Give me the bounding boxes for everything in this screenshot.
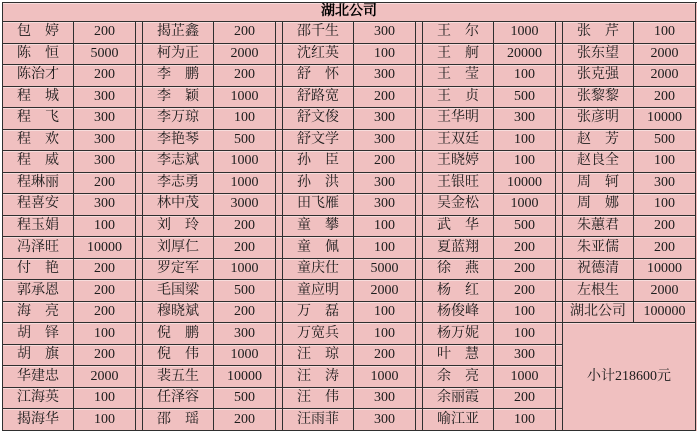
amount-cell: 200 [74, 259, 136, 281]
name-cell: 刘 玲 [143, 216, 214, 238]
spacer-cell [276, 345, 283, 367]
amount-cell: 2000 [634, 280, 696, 302]
amount-cell: 200 [74, 302, 136, 324]
spacer-cell [416, 173, 423, 195]
name-cell: 刘厚仁 [143, 237, 214, 259]
amount-cell: 300 [74, 130, 136, 152]
name-cell: 沈红英 [283, 44, 354, 66]
amount-cell: 100 [74, 388, 136, 410]
name-cell: 张 芹 [563, 22, 634, 44]
amount-cell: 200 [494, 259, 556, 281]
amount-cell: 2000 [634, 44, 696, 66]
name-cell: 李艳琴 [143, 130, 214, 152]
amount-cell: 2000 [634, 65, 696, 87]
spacer-cell [276, 216, 283, 238]
spacer-cell [136, 87, 143, 109]
name-cell: 王 贞 [423, 87, 494, 109]
amount-cell: 300 [74, 108, 136, 130]
name-cell: 周 轲 [563, 173, 634, 195]
amount-cell: 1000 [214, 151, 276, 173]
amount-cell: 300 [354, 388, 416, 410]
name-cell: 杨 红 [423, 280, 494, 302]
amount-cell: 200 [494, 388, 556, 410]
amount-cell: 3000 [214, 194, 276, 216]
amount-cell: 200 [634, 216, 696, 238]
name-cell: 叶 慧 [423, 345, 494, 367]
name-cell: 舒文俊 [283, 108, 354, 130]
spacer-cell [136, 237, 143, 259]
name-cell: 赵良全 [563, 151, 634, 173]
company-payment-table [2, 2, 697, 431]
spacer-cell [416, 259, 423, 281]
name-cell: 汪 琼 [283, 345, 354, 367]
name-cell: 李志勇 [143, 173, 214, 195]
amount-cell: 1000 [214, 87, 276, 109]
amount-cell: 300 [354, 22, 416, 44]
name-cell: 夏蓝翔 [423, 237, 494, 259]
name-cell: 付 艳 [3, 259, 74, 281]
name-cell: 李志斌 [143, 151, 214, 173]
amount-cell: 1000 [214, 173, 276, 195]
spacer-cell [136, 280, 143, 302]
amount-cell: 300 [74, 194, 136, 216]
amount-cell: 100 [354, 237, 416, 259]
amount-cell: 1000 [214, 345, 276, 367]
name-cell: 汪雨菲 [283, 409, 354, 431]
amount-cell: 100 [634, 194, 696, 216]
spacer-cell [556, 216, 563, 238]
name-cell: 朱蕙君 [563, 216, 634, 238]
spacer-cell [136, 345, 143, 367]
spacer-cell [556, 44, 563, 66]
amount-cell: 100 [494, 130, 556, 152]
spacer-cell [276, 65, 283, 87]
name-cell: 童庆仕 [283, 259, 354, 281]
name-cell: 陈治才 [3, 65, 74, 87]
name-cell: 余 亮 [423, 366, 494, 388]
spacer-cell [276, 108, 283, 130]
spacer-cell [136, 216, 143, 238]
amount-cell: 300 [354, 409, 416, 431]
amount-cell: 300 [634, 173, 696, 195]
amount-cell: 200 [354, 87, 416, 109]
spacer-cell [556, 388, 563, 410]
name-cell: 倪 伟 [143, 345, 214, 367]
spacer-cell [276, 87, 283, 109]
amount-cell: 200 [74, 65, 136, 87]
spacer-cell [416, 65, 423, 87]
name-cell: 王双廷 [423, 130, 494, 152]
name-cell: 程玉娟 [3, 216, 74, 238]
amount-cell: 300 [494, 108, 556, 130]
amount-cell: 1000 [214, 259, 276, 281]
name-cell: 海 亮 [3, 302, 74, 324]
amount-cell: 100 [354, 44, 416, 66]
amount-cell: 200 [354, 345, 416, 367]
name-cell: 余丽霞 [423, 388, 494, 410]
name-cell: 裴五生 [143, 366, 214, 388]
spacer-cell [416, 366, 423, 388]
spacer-cell [136, 259, 143, 281]
spacer-cell [556, 259, 563, 281]
amount-cell: 2000 [214, 44, 276, 66]
name-cell: 陈 恒 [3, 44, 74, 66]
spacer-cell [136, 323, 143, 345]
name-cell: 湖北公司 [563, 302, 634, 324]
amount-cell: 300 [354, 173, 416, 195]
amount-cell: 500 [214, 130, 276, 152]
spacer-cell [136, 409, 143, 431]
spacer-cell [136, 194, 143, 216]
amount-cell: 300 [74, 87, 136, 109]
amount-cell: 100 [74, 216, 136, 238]
amount-cell: 1000 [354, 366, 416, 388]
name-cell: 武 华 [423, 216, 494, 238]
name-cell: 邵 瑶 [143, 409, 214, 431]
name-cell: 程琳丽 [3, 173, 74, 195]
spacer-cell [416, 44, 423, 66]
name-cell: 江海英 [3, 388, 74, 410]
name-cell: 童 攀 [283, 216, 354, 238]
spacer-cell [276, 259, 283, 281]
amount-cell: 100 [494, 302, 556, 324]
name-cell: 郭承恩 [3, 280, 74, 302]
spacer-cell [416, 22, 423, 44]
spacer-cell [556, 366, 563, 388]
name-cell: 朱亚儒 [563, 237, 634, 259]
spacer-cell [276, 173, 283, 195]
amount-cell: 500 [494, 87, 556, 109]
spacer-cell [136, 173, 143, 195]
amount-cell: 10000 [214, 366, 276, 388]
table-title: 湖北公司 [3, 3, 696, 22]
name-cell: 倪 鹏 [143, 323, 214, 345]
amount-cell: 100 [74, 323, 136, 345]
spacer-cell [416, 409, 423, 431]
spacer-cell [416, 323, 423, 345]
amount-cell: 500 [214, 388, 276, 410]
amount-cell: 200 [214, 216, 276, 238]
amount-cell: 20000 [494, 44, 556, 66]
name-cell: 程 城 [3, 87, 74, 109]
name-cell: 王 尔 [423, 22, 494, 44]
name-cell: 赵 芳 [563, 130, 634, 152]
name-cell: 舒文学 [283, 130, 354, 152]
amount-cell: 200 [74, 345, 136, 367]
amount-cell: 10000 [634, 108, 696, 130]
spacer-cell [136, 65, 143, 87]
amount-cell: 500 [214, 280, 276, 302]
spacer-cell [136, 130, 143, 152]
amount-cell: 300 [354, 108, 416, 130]
amount-cell: 100 [634, 151, 696, 173]
spacer-cell [556, 280, 563, 302]
amount-cell: 1000 [494, 366, 556, 388]
spacer-cell [276, 323, 283, 345]
name-cell: 冯泽旺 [3, 237, 74, 259]
spacer-cell [416, 87, 423, 109]
name-cell: 舒路宽 [283, 87, 354, 109]
amount-cell: 500 [634, 130, 696, 152]
name-cell: 程 威 [3, 151, 74, 173]
spacer-cell [136, 44, 143, 66]
name-cell: 胡 铎 [3, 323, 74, 345]
amount-cell: 300 [354, 65, 416, 87]
name-cell: 杨万妮 [423, 323, 494, 345]
amount-cell: 100 [354, 323, 416, 345]
name-cell: 张黎黎 [563, 87, 634, 109]
name-cell: 汪 涛 [283, 366, 354, 388]
spacer-cell [276, 409, 283, 431]
amount-cell: 200 [214, 302, 276, 324]
amount-cell: 200 [214, 65, 276, 87]
amount-cell: 10000 [74, 237, 136, 259]
name-cell: 王 莹 [423, 65, 494, 87]
spacer-cell [416, 194, 423, 216]
name-cell: 杨俊峰 [423, 302, 494, 324]
name-cell: 张东望 [563, 44, 634, 66]
spacer-cell [276, 130, 283, 152]
amount-cell: 100 [354, 302, 416, 324]
amount-cell: 100 [494, 151, 556, 173]
name-cell: 祝德清 [563, 259, 634, 281]
name-cell: 李 鹏 [143, 65, 214, 87]
name-cell: 孙 洪 [283, 173, 354, 195]
amount-cell: 2000 [354, 280, 416, 302]
amount-cell: 10000 [634, 259, 696, 281]
spacer-cell [276, 366, 283, 388]
name-cell: 程 欢 [3, 130, 74, 152]
amount-cell: 200 [634, 87, 696, 109]
spacer-cell [276, 151, 283, 173]
name-cell: 喻江亚 [423, 409, 494, 431]
name-cell: 左根生 [563, 280, 634, 302]
name-cell: 柯为正 [143, 44, 214, 66]
spacer-cell [556, 323, 563, 345]
spacer-cell [276, 280, 283, 302]
spacer-cell [416, 388, 423, 410]
name-cell: 张彦明 [563, 108, 634, 130]
name-cell: 罗定军 [143, 259, 214, 281]
spacer-cell [556, 302, 563, 324]
name-cell: 徐 燕 [423, 259, 494, 281]
spacer-cell [136, 108, 143, 130]
spacer-cell [136, 302, 143, 324]
amount-cell: 10000 [494, 173, 556, 195]
name-cell: 华建忠 [3, 366, 74, 388]
spacer-cell [276, 388, 283, 410]
amount-cell: 200 [74, 280, 136, 302]
spacer-cell [276, 22, 283, 44]
name-cell: 舒 怀 [283, 65, 354, 87]
name-cell: 程喜安 [3, 194, 74, 216]
spacer-cell [416, 151, 423, 173]
spacer-cell [416, 237, 423, 259]
amount-cell: 200 [494, 280, 556, 302]
spacer-cell [556, 173, 563, 195]
name-cell: 穆晓斌 [143, 302, 214, 324]
amount-cell: 100 [214, 108, 276, 130]
name-cell: 孙 臣 [283, 151, 354, 173]
amount-cell: 300 [354, 130, 416, 152]
spacer-cell [556, 409, 563, 431]
name-cell: 揭芷鑫 [143, 22, 214, 44]
amount-cell: 200 [634, 237, 696, 259]
spacer-cell [556, 87, 563, 109]
spacer-cell [276, 302, 283, 324]
name-cell: 万宽兵 [283, 323, 354, 345]
spacer-cell [556, 345, 563, 367]
spacer-cell [416, 130, 423, 152]
spacer-cell [556, 194, 563, 216]
name-cell: 李万琼 [143, 108, 214, 130]
amount-cell: 200 [214, 22, 276, 44]
amount-cell: 2000 [74, 366, 136, 388]
amount-cell: 100 [634, 22, 696, 44]
spacer-cell [556, 22, 563, 44]
amount-cell: 200 [74, 22, 136, 44]
spacer-cell [416, 280, 423, 302]
name-cell: 童 佩 [283, 237, 354, 259]
name-cell: 汪 伟 [283, 388, 354, 410]
spacer-cell [556, 151, 563, 173]
amount-cell: 100 [494, 323, 556, 345]
spacer-cell [136, 366, 143, 388]
amount-cell: 1000 [494, 194, 556, 216]
spacer-cell [276, 194, 283, 216]
spacer-cell [136, 22, 143, 44]
amount-cell: 1000 [494, 22, 556, 44]
name-cell: 王银旺 [423, 173, 494, 195]
name-cell: 万 磊 [283, 302, 354, 324]
spacer-cell [276, 44, 283, 66]
amount-cell: 300 [214, 323, 276, 345]
amount-cell: 100 [354, 216, 416, 238]
amount-cell: 100 [74, 409, 136, 431]
amount-cell: 200 [74, 173, 136, 195]
name-cell: 李 颖 [143, 87, 214, 109]
spacer-cell [556, 237, 563, 259]
amount-cell: 5000 [74, 44, 136, 66]
spacer-cell [556, 108, 563, 130]
name-cell: 王晓婷 [423, 151, 494, 173]
name-cell: 林中茂 [143, 194, 214, 216]
spacer-cell [276, 237, 283, 259]
name-cell: 童应明 [283, 280, 354, 302]
spacer-cell [416, 302, 423, 324]
name-cell: 毛国梁 [143, 280, 214, 302]
amount-cell: 300 [494, 345, 556, 367]
spacer-cell [416, 108, 423, 130]
subtotal-cell: 小计218600元 [563, 323, 696, 431]
name-cell: 包 婷 [3, 22, 74, 44]
name-cell: 胡 旗 [3, 345, 74, 367]
spacer-cell [556, 65, 563, 87]
amount-cell: 100 [494, 65, 556, 87]
spacer-cell [136, 151, 143, 173]
amount-cell: 100000 [634, 302, 696, 324]
spacer-cell [136, 388, 143, 410]
name-cell: 任泽容 [143, 388, 214, 410]
amount-cell: 500 [494, 216, 556, 238]
spacer-cell [416, 216, 423, 238]
name-cell: 吴金松 [423, 194, 494, 216]
amount-cell: 300 [74, 151, 136, 173]
name-cell: 王 舸 [423, 44, 494, 66]
spacer-cell [416, 345, 423, 367]
amount-cell: 200 [354, 151, 416, 173]
amount-cell: 300 [354, 194, 416, 216]
amount-cell: 200 [214, 237, 276, 259]
name-cell: 邵千生 [283, 22, 354, 44]
spacer-cell [556, 130, 563, 152]
amount-cell: 200 [214, 409, 276, 431]
name-cell: 周 娜 [563, 194, 634, 216]
amount-cell: 5000 [354, 259, 416, 281]
name-cell: 张克强 [563, 65, 634, 87]
name-cell: 王华明 [423, 108, 494, 130]
name-cell: 程 飞 [3, 108, 74, 130]
name-cell: 揭海华 [3, 409, 74, 431]
amount-cell: 200 [494, 237, 556, 259]
name-cell: 田飞雁 [283, 194, 354, 216]
amount-cell: 100 [494, 409, 556, 431]
